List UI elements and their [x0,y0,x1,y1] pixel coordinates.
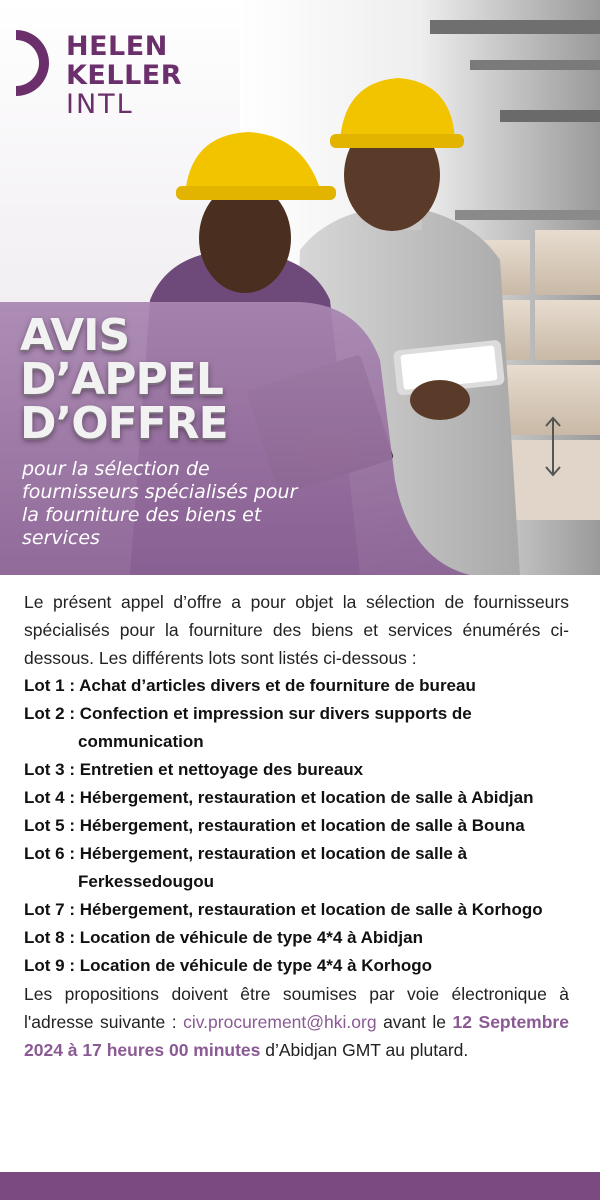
headline-line: D’APPEL [20,354,223,405]
after-date-text: d’Abidjan GMT au plutard. [260,1040,469,1060]
submission-text: Les propositions doivent être soumises par voie électronique à l'adresse suivante : [24,984,569,1032]
headline-subtitle: pour la sélection de fournisseurs spécialisés pour la fourniture des biens et services [22,458,298,549]
hero-banner [0,0,600,575]
lots-list [24,672,569,980]
lot-item: Lot 8 : Location de véhicule de type 4*4 à Abidjan [24,928,423,947]
procurement-email-link[interactable]: civ.procurement@hki.org [183,1012,377,1032]
notice-body [24,588,569,1064]
deadline-date: 12 Septembre 2024 à 17 heures 00 minutes [24,1012,569,1060]
headline [20,310,280,449]
logo-mark-icon [14,28,54,98]
logo-wordmark [66,32,182,119]
headline-line: D’OFFRE [20,398,228,449]
logo-line-keller: KELLER [66,60,183,91]
lot-item: Lot 5 : Hébergement, restauration et location de salle à Bouna [24,816,525,835]
footer-band [0,1150,600,1200]
before-date-text: avant le [376,1012,453,1032]
lot-item: Lot 9 : Location de véhicule de type 4*4 à Korhogo [24,956,433,975]
logo-line-helen: HELEN [66,31,168,62]
lot-item: Lot 4 : Hébergement, restauration et location de salle à Abidjan [24,788,534,807]
lot-item: Lot 2 : Confection et impression sur divers supports de communication [24,704,472,751]
logo-line-intl: INTL [66,89,134,120]
lot-item: Lot 3 : Entretien et nettoyage des bureaux [24,760,364,779]
lot-item: Lot 7 : Hébergement, restauration et location de salle à Korhogo [24,900,543,919]
lot-item: Lot 6 : Hébergement, restauration et location de salle à Ferkessedougou [24,844,468,891]
headline-line: AVIS [20,310,130,361]
intro-paragraph: Le présent appel d’offre a pour objet la sélection de fournisseurs spécialisés pour la fourniture des biens et services énumérés ci-dessous. Les différents lots sont listés ci-dessous : [24,592,569,668]
submission-paragraph [24,980,569,1064]
helen-keller-logo [14,28,204,123]
lot-item: Lot 1 : Achat d’articles divers et de fourniture de bureau [24,676,476,695]
